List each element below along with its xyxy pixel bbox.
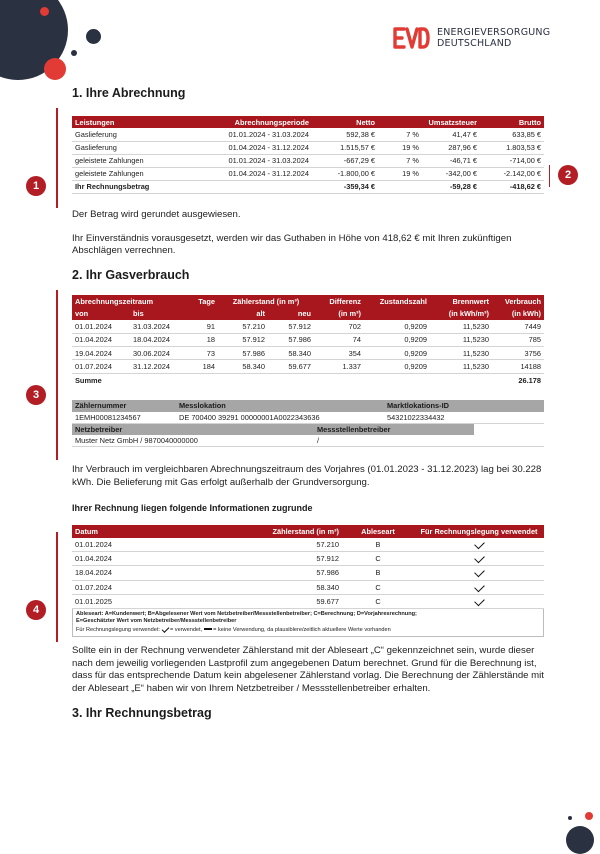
- table-cell: 0,9209: [364, 320, 430, 333]
- table-row: [72, 594, 544, 608]
- legend-unused-text: = keine Verwendung, da plausiblere/zeitlich aktuellere Werte vorhanden: [213, 626, 391, 633]
- consumption-table: [72, 295, 544, 386]
- table-header: neu: [297, 309, 311, 319]
- table-cell: 592,38 €: [312, 128, 378, 141]
- billing-header-row: [72, 116, 544, 128]
- table-row: [72, 412, 544, 424]
- legend-line-3: [76, 627, 540, 634]
- table-cell: 0,9209: [364, 360, 430, 373]
- marker-1: 1: [26, 176, 46, 196]
- decor-dot-dark: [71, 50, 77, 56]
- section1-notes: [72, 209, 544, 258]
- consumption-subheader-row: [72, 308, 544, 321]
- check-icon: [474, 553, 485, 564]
- table-cell: 59.677: [212, 594, 342, 608]
- table-cell: 30.06.2024: [130, 347, 188, 360]
- table-cell: 01.01.2025: [72, 594, 212, 608]
- table-header: [364, 308, 430, 321]
- used-cell: [414, 580, 544, 594]
- messstellen-value: /: [314, 435, 474, 447]
- table-cell: 11,5230: [430, 347, 492, 360]
- section-gasverbrauch: [72, 268, 544, 282]
- table-header: alt: [256, 309, 265, 319]
- table-cell: 58.340: [212, 580, 342, 594]
- table-cell: -667,29 €: [312, 154, 378, 167]
- table-row: [72, 141, 544, 154]
- table-cell: -342,00 €: [422, 167, 480, 180]
- total-label: Ihr Rechnungsbetrag: [72, 180, 202, 193]
- brand-name-line1: ENERGIEVERSORGUNG: [437, 27, 551, 38]
- marker-2: 2: [558, 165, 578, 185]
- explanation-wrap: [72, 645, 544, 695]
- table-cell: 57.912: [218, 333, 268, 346]
- total-brutto: -418,62 €: [480, 180, 544, 193]
- table-cell: 19 %: [378, 141, 422, 154]
- billing-table: [72, 116, 544, 194]
- table-cell: 01.07.2024: [72, 580, 212, 594]
- table-cell: 01.01.2024 - 31.03.2024: [202, 128, 312, 141]
- decor-dot-bottom-dark: [568, 816, 572, 820]
- table-header: Messstellenbetreiber: [317, 424, 391, 434]
- table-cell: 01.07.2024: [72, 360, 130, 373]
- check-icon: [474, 581, 485, 592]
- table-header: Brennwert: [452, 296, 489, 306]
- table-cell: [378, 180, 422, 193]
- legend-used-text: = verwendet,: [169, 626, 203, 633]
- table-cell: B: [342, 566, 414, 580]
- billing-table-wrap: [72, 116, 544, 194]
- dash-icon: [204, 628, 212, 630]
- table-cell: 57.912: [212, 552, 342, 566]
- table-header: Ableseart: [361, 526, 395, 536]
- meter-table: [72, 400, 544, 447]
- meter-header-row: [72, 400, 544, 412]
- table-cell: 0,9209: [364, 347, 430, 360]
- table-header: Zustandszahl: [379, 296, 427, 306]
- table-cell: 01.01.2024: [72, 320, 130, 333]
- table-cell: 91: [188, 320, 218, 333]
- table-cell: 702: [314, 320, 364, 333]
- messlokation-id: DE 700400 39291 00000001A0022343636: [176, 412, 384, 424]
- table-cell: 58.340: [268, 347, 314, 360]
- table-cell: -2.142,00 €: [480, 167, 544, 180]
- total-ust: -59,28 €: [422, 180, 480, 193]
- section-marker-line-4: [56, 532, 58, 642]
- meter-number: 1EMH00081234567: [72, 412, 176, 424]
- table-row: [72, 154, 544, 167]
- table-header: bis: [133, 309, 144, 319]
- table-cell: 14188: [492, 360, 544, 373]
- table-cell: [202, 180, 312, 193]
- billing-header: Brutto: [518, 117, 541, 127]
- table-cell: Gaslieferung: [72, 141, 202, 154]
- table-cell: 01.04.2024 - 31.12.2024: [202, 167, 312, 180]
- legend-used-label: Für Rechnungslegung verwendet:: [76, 626, 160, 633]
- table-cell: 41,47 €: [422, 128, 480, 141]
- table-row: [72, 347, 544, 360]
- table-cell: 18: [188, 333, 218, 346]
- table-cell: 57.986: [212, 566, 342, 580]
- table-header: Zählernummer: [75, 401, 127, 411]
- table-cell: 01.04.2024: [72, 552, 212, 566]
- table-cell: 19.04.2024: [72, 347, 130, 360]
- reading-legend: [72, 609, 544, 637]
- marker-2-line: [549, 165, 550, 187]
- table-cell: 31.03.2024: [130, 320, 188, 333]
- brand-logo: [392, 27, 550, 49]
- table-cell: 59.677: [268, 360, 314, 373]
- info-title-wrap: [72, 503, 544, 513]
- previous-year-note: Ihr Verbrauch im vergleichbaren Abrechnungszeitraum des Vorjahres (01.01.2023 - 31.12.2023) lag bei 30.228 kWh. Die Belieferung mit Gas erfolgt außerhalb der Grundversorgung.: [72, 464, 542, 488]
- table-header: Zählerstand (in m³): [272, 526, 339, 536]
- table-cell: 287,96 €: [422, 141, 480, 154]
- table-header: [188, 308, 218, 321]
- billing-header: Abrechnungsperiode: [234, 117, 309, 127]
- table-cell: 354: [314, 347, 364, 360]
- check-icon: [162, 625, 170, 633]
- check-icon: [474, 539, 485, 550]
- table-cell: 18.04.2024: [72, 566, 212, 580]
- reading-table: [72, 525, 544, 609]
- table-cell: 01.04.2024 - 31.12.2024: [202, 141, 312, 154]
- sum-label: Summe: [75, 375, 102, 385]
- table-cell: C: [342, 580, 414, 594]
- used-cell: [414, 594, 544, 608]
- table-cell: geleistete Zahlungen: [72, 167, 202, 180]
- table-cell: C: [342, 552, 414, 566]
- table-header: Für Rechnungslegung verwendet: [420, 526, 538, 536]
- used-cell: [414, 538, 544, 552]
- table-cell: 11,5230: [430, 333, 492, 346]
- table-row: [72, 167, 544, 180]
- netzbetreiber-value: Muster Netz GmbH / 9870040000000: [72, 435, 384, 447]
- section-abrechnung: [72, 86, 544, 100]
- marktlokation-id: 54321022334432: [384, 412, 544, 424]
- billing-header: [378, 116, 422, 128]
- section-marker-line-3: [56, 290, 58, 460]
- brand-name-line2: DEUTSCHLAND: [437, 38, 512, 49]
- credit-note: Ihr Einverständnis vorausgesetzt, werden wir das Guthaben in Höhe von 418,62 € mit Ihren zukünftigen Abschlägen verrechnen.: [72, 232, 512, 256]
- table-cell: B: [342, 538, 414, 552]
- table-header: (in kWh/m³): [448, 309, 489, 319]
- table-cell: -714,00 €: [480, 154, 544, 167]
- decor-dot-red: [40, 7, 49, 16]
- decor-circle-red: [44, 58, 66, 80]
- consumption-sum-row: [72, 373, 544, 386]
- table-cell: 74: [314, 333, 364, 346]
- check-icon: [474, 596, 485, 607]
- table-cell: Gaslieferung: [72, 128, 202, 141]
- table-cell: 7449: [492, 320, 544, 333]
- table-cell: 0,9209: [364, 333, 430, 346]
- used-cell: [414, 552, 544, 566]
- table-cell: 57.210: [218, 320, 268, 333]
- decor-circle-bottom: [566, 826, 594, 854]
- consumption-table-wrap: [72, 295, 544, 386]
- table-row: [72, 580, 544, 594]
- table-header: Differenz: [329, 296, 361, 306]
- table-row: [72, 435, 544, 447]
- table-cell: 785: [492, 333, 544, 346]
- marker-3: 3: [26, 385, 46, 405]
- table-header: Messlokation: [179, 401, 226, 411]
- table-cell: 01.04.2024: [72, 333, 130, 346]
- table-cell: 31.12.2024: [130, 360, 188, 373]
- table-cell: 1.803,53 €: [480, 141, 544, 154]
- billing-total-row: [72, 180, 544, 193]
- table-header: Tage: [198, 296, 215, 306]
- table-row: [72, 333, 544, 346]
- table-header: Netzbetreiber: [75, 424, 123, 434]
- table-row: [72, 360, 544, 373]
- reading-header-row: [72, 525, 544, 538]
- table-row: [72, 128, 544, 141]
- table-row: [72, 566, 544, 580]
- consumption-note-wrap: [72, 464, 544, 489]
- reading-explanation: Sollte ein in der Rechnung verwendeter Zählerstand mit der Ableseart „C“ gekennzeichnet sein, wurde dieser nach dem jeweilig vorliegenden Lastprofil zum angegebenen Datum berechnet. Grund für die Berechnung ist, dass für das entsprechende Datum kein abgelesener Zählerstand vorlag. Die Berechnung der Zählerstände mit der Ableseart „E“ haben wir von Ihrem Netzbetreiber / Messstellenbetreiber erhalten.: [72, 645, 544, 694]
- table-cell: 57.210: [212, 538, 342, 552]
- brand-name: [437, 27, 550, 49]
- info-title: Ihrer Rechnung liegen folgende Informationen zugrunde: [72, 503, 313, 513]
- table-cell: -1.800,00 €: [312, 167, 378, 180]
- table-header: Abrechnungszeitraum: [75, 296, 154, 306]
- decor-circle-dark-small: [86, 29, 101, 44]
- used-cell: [414, 566, 544, 580]
- table-header: Verbrauch: [504, 296, 541, 306]
- legend-line-2: E=Geschätzter Wert vom Netzbetreiber/Messstellenbetreiber: [76, 617, 237, 624]
- table-header: (in kWh): [511, 309, 541, 319]
- section3-title: 3. Ihr Rechnungsbetrag: [72, 706, 212, 720]
- table-cell: 01.01.2024 - 31.03.2024: [202, 154, 312, 167]
- table-cell: 3756: [492, 347, 544, 360]
- table-cell: 57.986: [268, 333, 314, 346]
- operator-header-row: [72, 423, 544, 435]
- table-header: Zählerstand (in m³): [232, 296, 300, 306]
- consumption-header-row: [72, 295, 544, 308]
- section1-title: 1. Ihre Abrechnung: [72, 86, 186, 100]
- logo-mark-icon: [392, 27, 430, 49]
- decor-dot-bottom-red: [585, 812, 593, 820]
- table-cell: 01.01.2024: [72, 538, 212, 552]
- legend-line-1: Ableseart: A=Kundenwert; B=Abgelesener Wert vom Netzbetreiber/Messstellenbetreiber; C=Berechnung; D=Vorjahresrechnung;: [76, 610, 417, 617]
- table-cell: 57.912: [268, 320, 314, 333]
- billing-header: Netto: [356, 117, 375, 127]
- table-row: [72, 552, 544, 566]
- section2-title: 2. Ihr Gasverbrauch: [72, 268, 190, 282]
- sum-value: 26.178: [518, 375, 541, 385]
- table-header: Datum: [75, 526, 98, 536]
- table-cell: 11,5230: [430, 320, 492, 333]
- table-cell: -46,71 €: [422, 154, 480, 167]
- table-cell: 57.986: [218, 347, 268, 360]
- table-header: Marktlokations-ID: [387, 401, 450, 411]
- table-cell: 18.04.2024: [130, 333, 188, 346]
- total-netto: -359,34 €: [312, 180, 378, 193]
- table-cell: 1.337: [314, 360, 364, 373]
- table-cell: 184: [188, 360, 218, 373]
- table-cell: 19 %: [378, 167, 422, 180]
- table-cell: 11,5230: [430, 360, 492, 373]
- check-icon: [474, 567, 485, 578]
- billing-header: Umsatzsteuer: [428, 117, 477, 127]
- meter-table-wrap: [72, 400, 544, 447]
- table-row: [72, 538, 544, 552]
- reading-table-wrap: [72, 525, 544, 637]
- table-cell: 73: [188, 347, 218, 360]
- table-cell: 58.340: [218, 360, 268, 373]
- table-row: [72, 320, 544, 333]
- section-marker-line-1: [56, 108, 58, 208]
- marker-4: 4: [26, 600, 46, 620]
- billing-header: Leistungen: [75, 117, 115, 127]
- table-cell: 7 %: [378, 154, 422, 167]
- section-rechnungsbetrag: [72, 706, 544, 720]
- table-cell: 633,85 €: [480, 128, 544, 141]
- table-header: von: [75, 309, 89, 319]
- table-cell: 7 %: [378, 128, 422, 141]
- table-cell: 1.515,57 €: [312, 141, 378, 154]
- table-cell: C: [342, 594, 414, 608]
- rounding-note: Der Betrag wird gerundet ausgewiesen.: [72, 209, 241, 220]
- table-cell: geleistete Zahlungen: [72, 154, 202, 167]
- table-header: (in m³): [338, 309, 361, 319]
